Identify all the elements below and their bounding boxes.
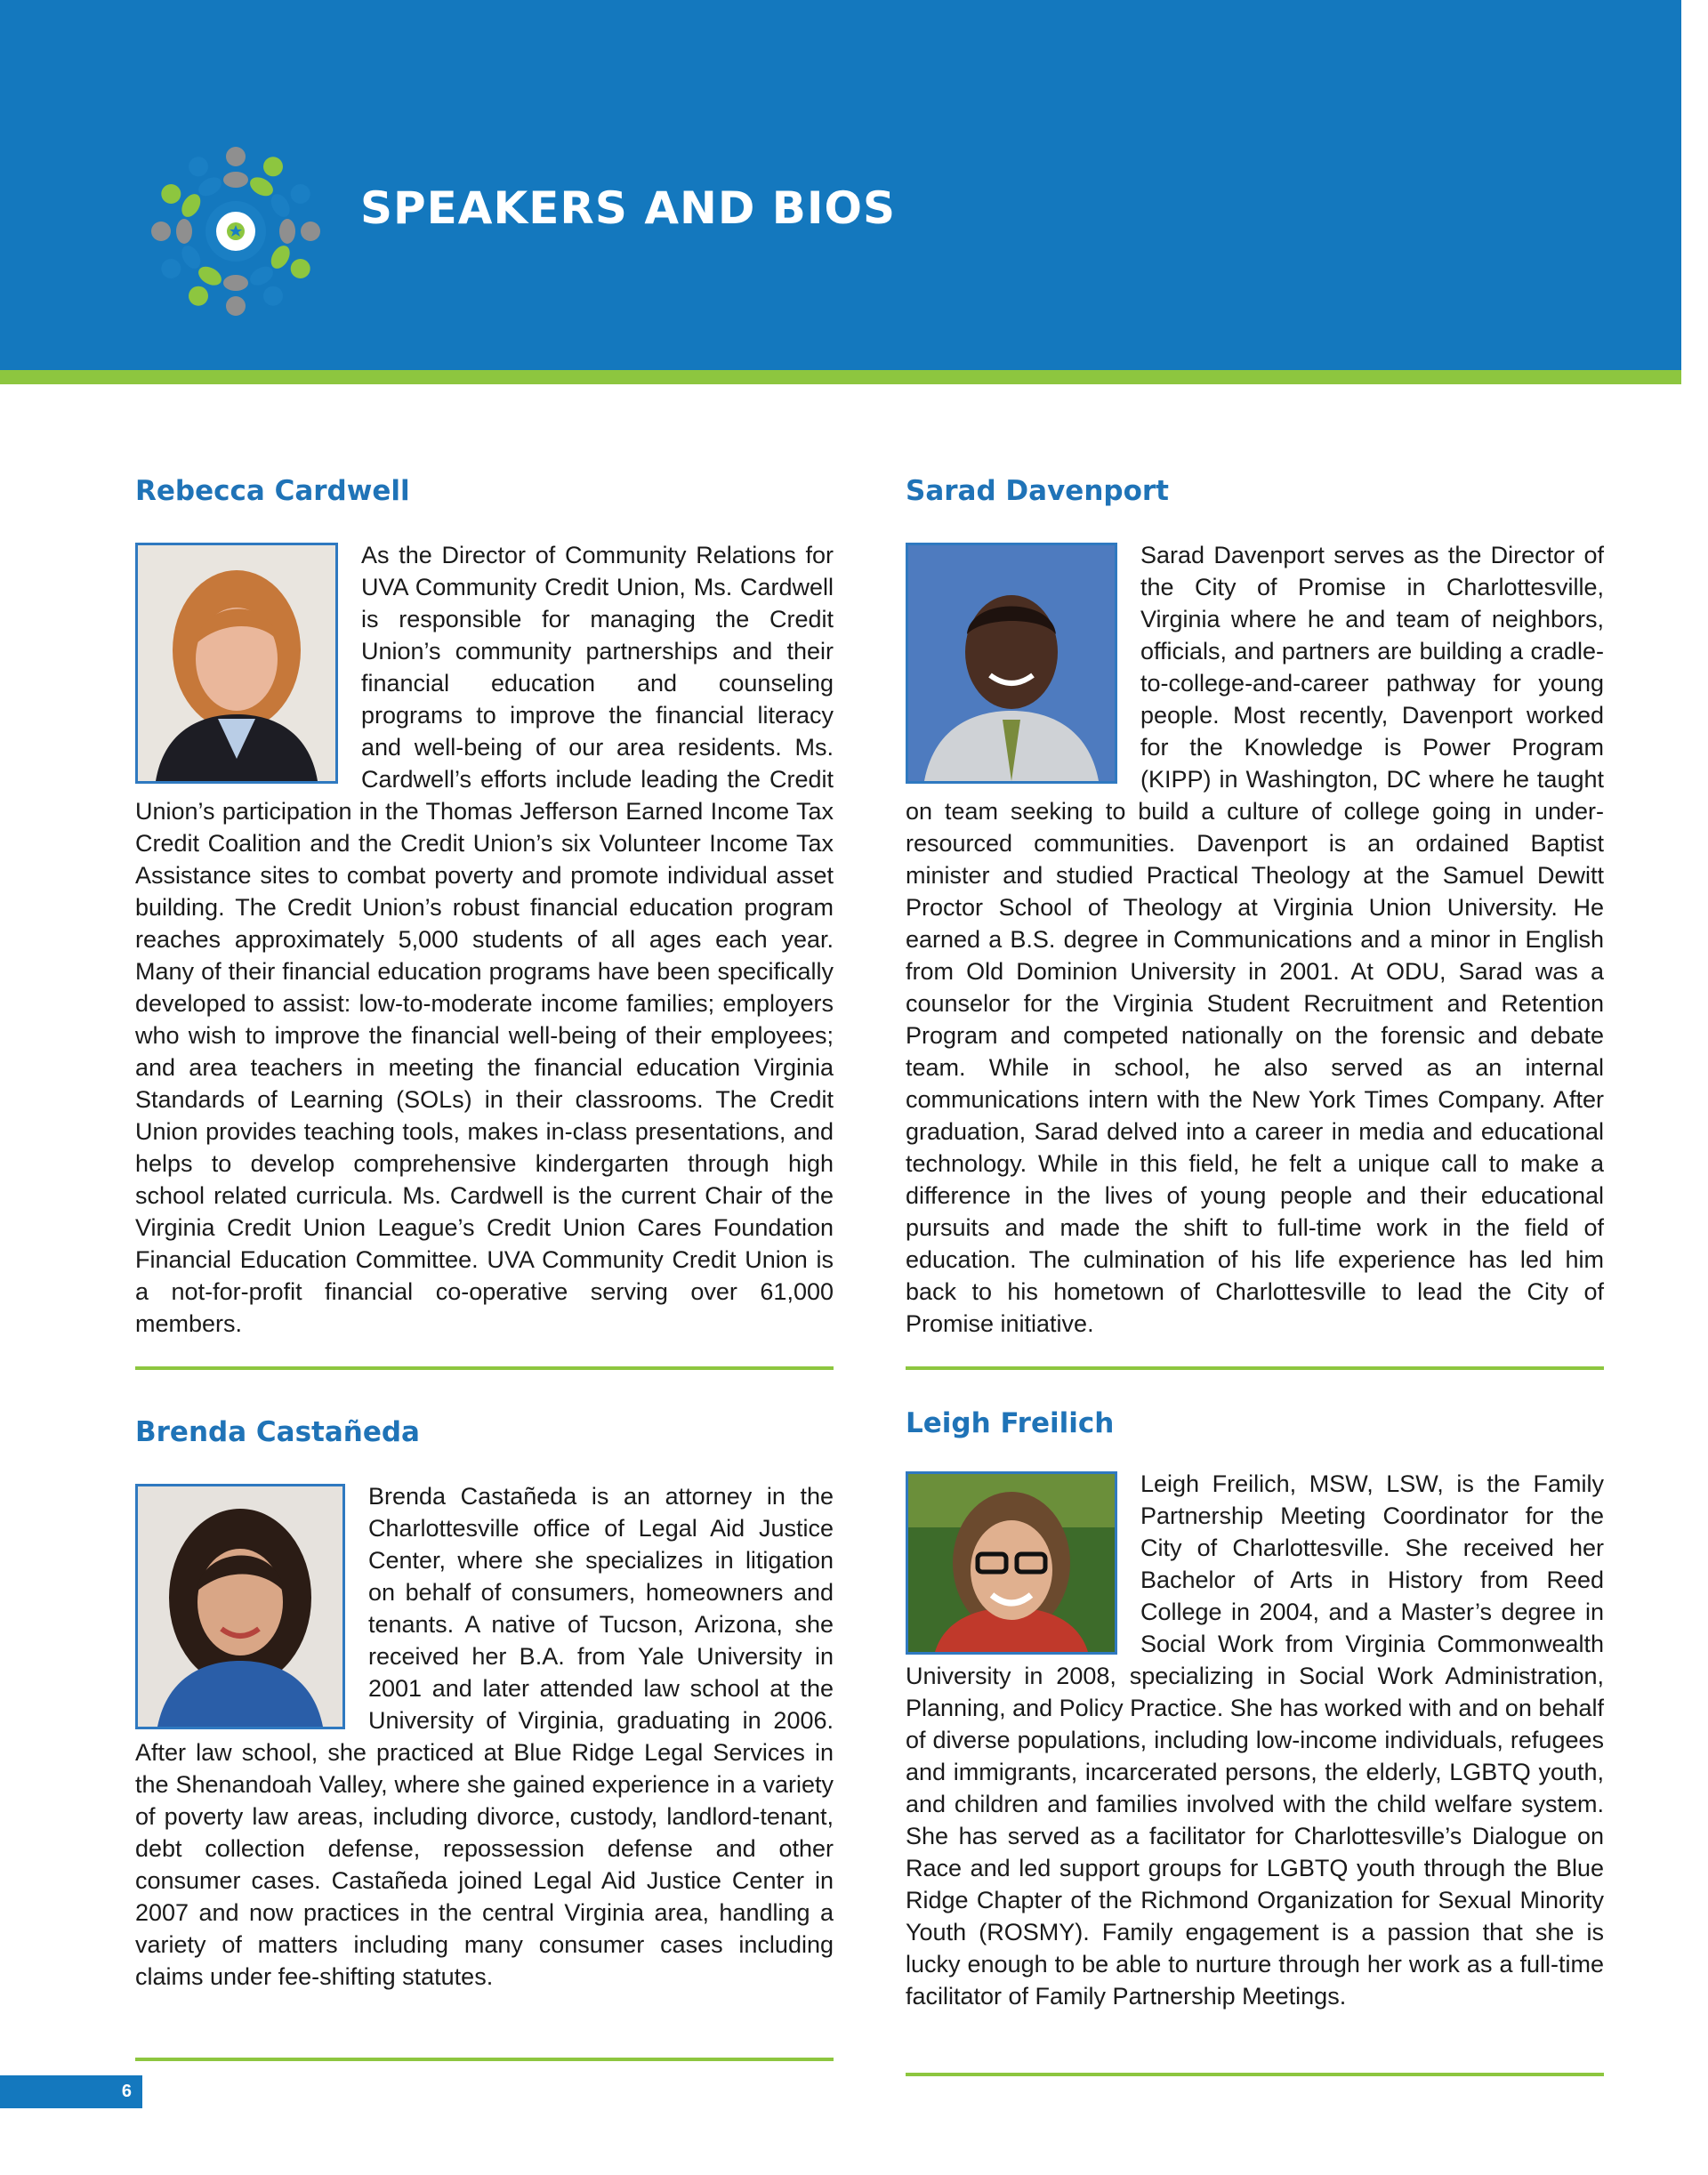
speaker-bio-text: Leigh Freilich, MSW, LSW, is the Family Partnership Meeting Coordinator for the City of Charlottesville. She received her Bachelor of Arts in History from Reed College in 2004, and a Master’s degree in Social Work from Virginia Commonwealth University in 2008, specializing in Social Work Administration, Planning, and Policy Practice. She has worked with and on behalf of diverse populations, including low-income individuals, refugees and immigrants, incarcerated persons, the elderly, LGBTQ youth, and children and families involved with the child welfare system. She has served as a facilitator for Charlottesville’s Dialogue on Race and led support groups for LGBTQ youth through the Blue Ridge Chapter of the Richmond Organization for Sexual Minority Youth (ROSMY). Family engagement is a passion that she is lucky enough to be able to nurture through her work as a full-time facilitator of Family Partnership Meetings. <box>906 1470 1604 2010</box>
speaker-name: Leigh Freilich <box>906 1407 1115 1439</box>
speaker-bio-text: Sarad Davenport serves as the Director of the City of Promise in Charlottesville, Virginia where he and team of neighbors, officials, and partners are building a cradle-to-college-and-career pathway for young people. Most recently, Davenport worked for the Knowledge is Power Program (KIPP) in Washington, DC where he taught on team seeking to build a culture of college going in under-resourced communities. Davenport is an ordained Baptist minister and studied Practical Theology at the Samuel Dewitt Proctor School of Theology at Virginia Union University. He earned a B.S. degree in Communications and a minor in English from Old Dominion University in 2001. At ODU, Sarad was a counselor for the Virginia Student Recruitment and Retention Program and competed nationally on the forensic and debate team. While in school, he also served as an internal communications intern with the New York Times Company. After graduation, Sarad delved into a career in media and educational technology. While in this field, he felt a unique call to make a difference in the lives of young people and their educational pursuits and made the shift to full-time work in the field of education. The culmination of his life experience has led him back to his hometown of Charlottesville to lead the City of Promise initiative. <box>906 542 1604 1337</box>
page-number: 6 <box>0 2075 142 2108</box>
speaker-bio-text: As the Director of Community Relations for UVA Community Credit Union, Ms. Cardwell is responsible for managing the Credit Union’s community partnerships and their financial education and counseling programs to improve the financial literacy and well-being of our area residents. Ms. Cardwell’s efforts include leading the Credit Union’s participation in the Thomas Jefferson Earned Income Tax Credit Coalition and the Credit Union’s six Volunteer Income Tax Assistance sites to combat poverty and promote individual asset building. The Credit Union’s robust financial education program reaches approximately 5,000 students of all ages each year. Many of their financial education programs have been specifically developed to assist: low-to-moderate income families; employers who wish to improve the financial well-being of their employees; and area teachers in meeting the financial education Virginia Standards of Learning (SOLs) in their classrooms. The Credit Union provides teaching tools, makes in-class presentations, and helps to develop comprehensive kindergarten through high school related curricula. Ms. Cardwell is the current Chair of the Virginia Credit Union League’s Credit Union Cares Foundation Financial Education Committee. UVA Community Credit Union is a not-for-profit financial co-operative serving over 61,000 members. <box>135 542 834 1337</box>
speaker-bio <box>135 1480 834 1993</box>
speaker-bio-text: Brenda Castañeda is an attorney in the Charlottesville office of Legal Aid Justice Center, where she specializes in litigation on behalf of consumers, homeowners and tenants. A native of Tucson, Arizona, she received her B.A. from Yale University in 2001 and later attended law school at the University of Virginia, graduating in 2006. After law school, she practiced at Blue Ridge Legal Services in the Shenandoah Valley, where she gained experience in a variety of poverty law areas, including divorce, custody, landlord-tenant, debt collection defense, repossession defense and other consumer cases. Castañeda joined Legal Aid Justice Center in 2007 and now practices in the central Virginia area, handling a variety of matters including many consumer cases including claims under fee-shifting statutes. <box>135 1483 834 1990</box>
speaker-photo <box>906 543 1117 784</box>
speaker-bio <box>906 539 1604 1340</box>
section-divider <box>906 1366 1604 1370</box>
speaker-name: Rebecca Cardwell <box>135 475 410 507</box>
section-divider <box>135 1366 834 1370</box>
community-circle-logo <box>147 142 325 320</box>
bio-sarad-davenport <box>906 473 1604 1340</box>
bio-rebecca-cardwell <box>135 473 834 1340</box>
speaker-bio <box>135 539 834 1340</box>
bio-brenda-castaneda <box>135 1414 834 1993</box>
section-divider <box>135 2058 834 2061</box>
header-green-stripe <box>0 370 1681 384</box>
bio-leigh-freilich <box>906 1406 1604 2012</box>
speaker-bio <box>906 1468 1604 2012</box>
section-divider <box>906 2073 1604 2076</box>
page-title: SPEAKERS AND BIOS <box>360 182 897 234</box>
speaker-name: Brenda Castañeda <box>135 1416 420 1448</box>
speaker-name: Sarad Davenport <box>906 475 1169 507</box>
speaker-photo <box>906 1471 1117 1655</box>
speaker-photo <box>135 543 338 784</box>
speaker-photo <box>135 1484 345 1729</box>
